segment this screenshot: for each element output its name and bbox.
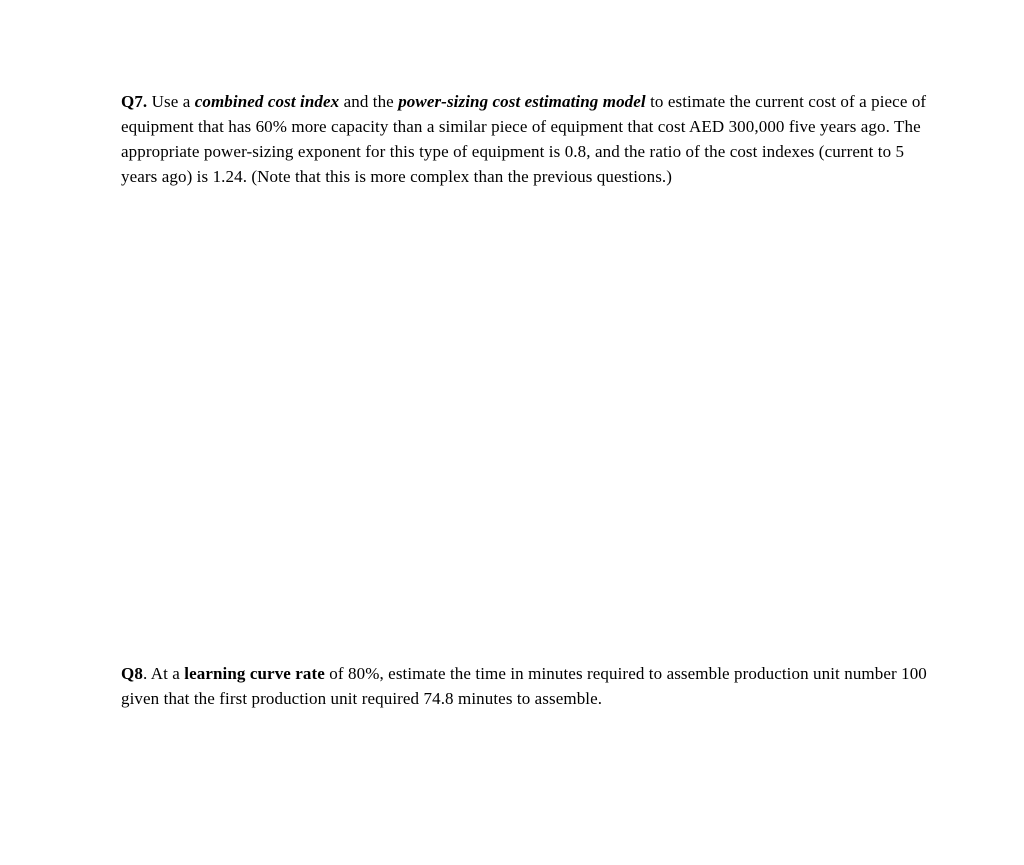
q7-term-power-sizing-model: power-sizing cost estimating model: [398, 92, 646, 111]
q8-text-1: . At a: [142, 664, 185, 683]
q7-text-3: to estimate the current cost of a piece of equipment that has 60% more capacity than a similar piece of equipment that cost AED 300,000 five years ago. The appropriate power-sizing exponent for this type of equipment is 0.8, and the ratio of the cost indexes (current to 5 years ago) is 1.24. (Note that this is more complex than the previous questions.): [121, 92, 927, 186]
q8-number: Q8: [121, 664, 143, 683]
q7-term-combined-cost-index: combined cost index: [194, 92, 340, 111]
q8-term-learning-curve-rate: learning curve rate: [184, 664, 325, 683]
question-q8: [121, 661, 933, 711]
question-q7: [121, 89, 933, 189]
q7-number: Q7.: [121, 92, 148, 111]
q7-text-2: and the: [339, 92, 399, 111]
q8-text-2: of 80%, estimate the time in minutes required to assemble production unit number 100 given that the first production unit required 74.8 minutes to assemble.: [121, 664, 927, 708]
q7-text-1: Use a: [147, 92, 195, 111]
